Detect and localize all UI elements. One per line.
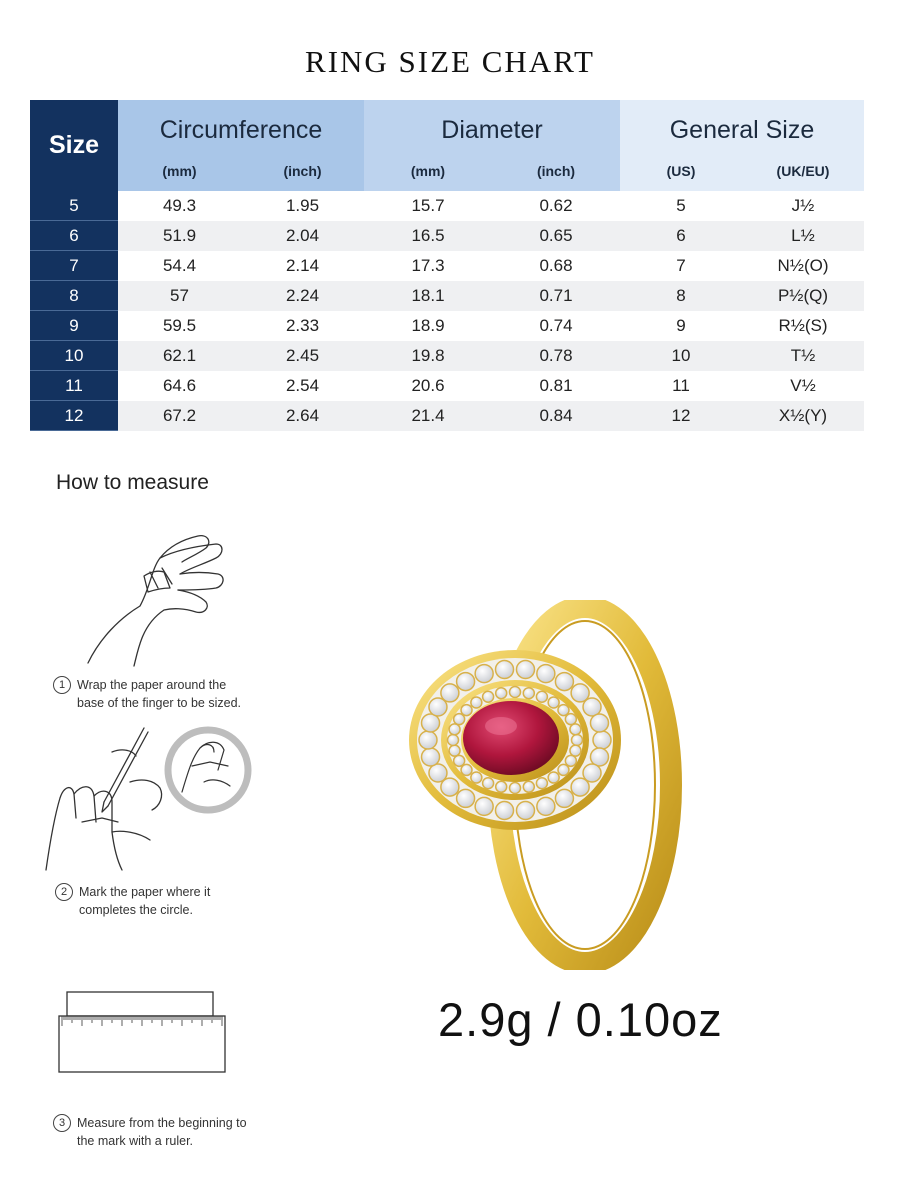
- table-row: [30, 251, 864, 281]
- diam-inch-cell: 0.81: [539, 376, 573, 395]
- ruby-ring-icon: [405, 600, 695, 970]
- step-text: Measure from the beginning to: [77, 1116, 247, 1130]
- diam-inch-cell: 0.68: [539, 256, 573, 275]
- circ-inch-cell: 2.33: [285, 316, 320, 335]
- diam-mm-cell: 18.9: [411, 316, 445, 335]
- step-number: 2: [55, 883, 73, 901]
- diameter-header: [364, 100, 620, 191]
- table-row: [30, 311, 864, 341]
- ring-size-table: [30, 100, 864, 431]
- us-size-cell: 11: [672, 376, 690, 395]
- ukeu-size-cell: T½: [790, 346, 816, 365]
- circ-inch-cell: 2.24: [285, 286, 320, 305]
- us-size-cell: 5: [676, 196, 686, 215]
- step-number: 1: [53, 676, 71, 694]
- table-row: [30, 341, 864, 371]
- step-number: 3: [53, 1114, 71, 1132]
- diam-inch-cell: 0.78: [539, 346, 573, 365]
- ukeu-size-cell: J½: [791, 196, 815, 215]
- diam-inch-cell: 0.71: [539, 286, 573, 305]
- step-1: [53, 676, 241, 712]
- size-cell: 6: [30, 221, 118, 251]
- size-cell: 8: [30, 281, 118, 311]
- general-size-title: General Size: [669, 115, 815, 144]
- ruler-sketch-icon: [56, 988, 228, 1078]
- size-cell: 7: [30, 251, 118, 281]
- unit-label: (mm): [162, 163, 197, 179]
- table-row: [30, 281, 864, 311]
- diam-inch-cell: 0.74: [539, 316, 573, 335]
- page-title: RING SIZE CHART: [305, 44, 595, 79]
- size-cell: 10: [30, 341, 118, 371]
- us-size-cell: 8: [676, 286, 686, 305]
- diam-mm-cell: 18.1: [411, 286, 445, 305]
- size-cell: 9: [30, 311, 118, 341]
- ukeu-size-cell: R½(S): [778, 316, 828, 335]
- marking-finger-sketch-icon: [42, 722, 252, 872]
- us-size-cell: 10: [671, 346, 691, 365]
- circ-mm-cell: 64.6: [162, 376, 197, 395]
- circ-mm-cell: 57: [170, 286, 189, 305]
- general-size-header: [620, 100, 864, 191]
- table-row: [30, 401, 864, 431]
- circ-inch-cell: 2.45: [285, 346, 320, 365]
- ukeu-size-cell: N½(O): [777, 256, 829, 275]
- circ-mm-cell: 62.1: [162, 346, 197, 365]
- us-size-cell: 9: [676, 316, 686, 335]
- us-size-cell: 7: [676, 256, 686, 275]
- circ-mm-cell: 67.2: [162, 406, 197, 425]
- circumference-header: [118, 100, 364, 191]
- table-body: [30, 191, 864, 431]
- ukeu-size-cell: V½: [790, 376, 816, 395]
- circ-inch-cell: 2.54: [285, 376, 320, 395]
- circ-inch-cell: 2.04: [285, 226, 320, 245]
- ring-weight: 2.9g / 0.10oz: [438, 993, 723, 1046]
- unit-label: (inch): [536, 163, 576, 179]
- ukeu-size-cell: X½(Y): [778, 406, 828, 425]
- circ-inch-cell: 2.64: [285, 406, 320, 425]
- step-3: [53, 1114, 247, 1150]
- step-text: Wrap the paper around the: [77, 678, 227, 692]
- us-size-cell: 6: [676, 226, 686, 245]
- unit-label: (UK/EU): [776, 163, 830, 179]
- us-size-cell: 12: [671, 406, 691, 425]
- table-row: [30, 221, 864, 251]
- step-2: [55, 883, 210, 919]
- diam-inch-cell: 0.84: [539, 406, 573, 425]
- unit-label: (US): [666, 163, 696, 179]
- ukeu-size-cell: L½: [791, 226, 815, 245]
- circ-inch-cell: 1.95: [285, 196, 320, 215]
- size-column-header: Size: [30, 100, 118, 191]
- size-cell: 11: [30, 371, 118, 401]
- unit-label: (mm): [410, 163, 446, 179]
- diam-inch-cell: 0.62: [539, 196, 573, 215]
- ukeu-size-cell: P½(Q): [777, 286, 829, 305]
- table-row: [30, 371, 864, 401]
- diam-mm-cell: 17.3: [411, 256, 445, 275]
- circ-mm-cell: 51.9: [162, 226, 197, 245]
- unit-label: (inch): [283, 163, 322, 179]
- step-text: completes the circle.: [79, 903, 193, 917]
- circ-inch-cell: 2.14: [285, 256, 320, 275]
- diam-mm-cell: 19.8: [411, 346, 445, 365]
- table-row: [30, 191, 864, 221]
- step-text: base of the finger to be sized.: [77, 696, 241, 710]
- step-text: the mark with a ruler.: [77, 1134, 194, 1148]
- diameter-title: Diameter: [441, 115, 543, 144]
- step-text: Mark the paper where it: [79, 885, 211, 899]
- diam-mm-cell: 20.6: [411, 376, 445, 395]
- table-header: [30, 100, 864, 191]
- circ-mm-cell: 59.5: [162, 316, 197, 335]
- diam-mm-cell: 21.4: [411, 406, 445, 425]
- size-cell: 12: [30, 401, 118, 431]
- size-cell: 5: [30, 191, 118, 221]
- diam-inch-cell: 0.65: [539, 226, 573, 245]
- circ-mm-cell: 54.4: [162, 256, 197, 275]
- how-to-measure-heading: How to measure: [56, 471, 209, 494]
- circ-mm-cell: 49.3: [162, 196, 197, 215]
- diam-mm-cell: 15.7: [411, 196, 445, 215]
- hand-sketch-icon: [80, 528, 230, 668]
- circumference-title: Circumference: [159, 115, 323, 144]
- diam-mm-cell: 16.5: [411, 226, 445, 245]
